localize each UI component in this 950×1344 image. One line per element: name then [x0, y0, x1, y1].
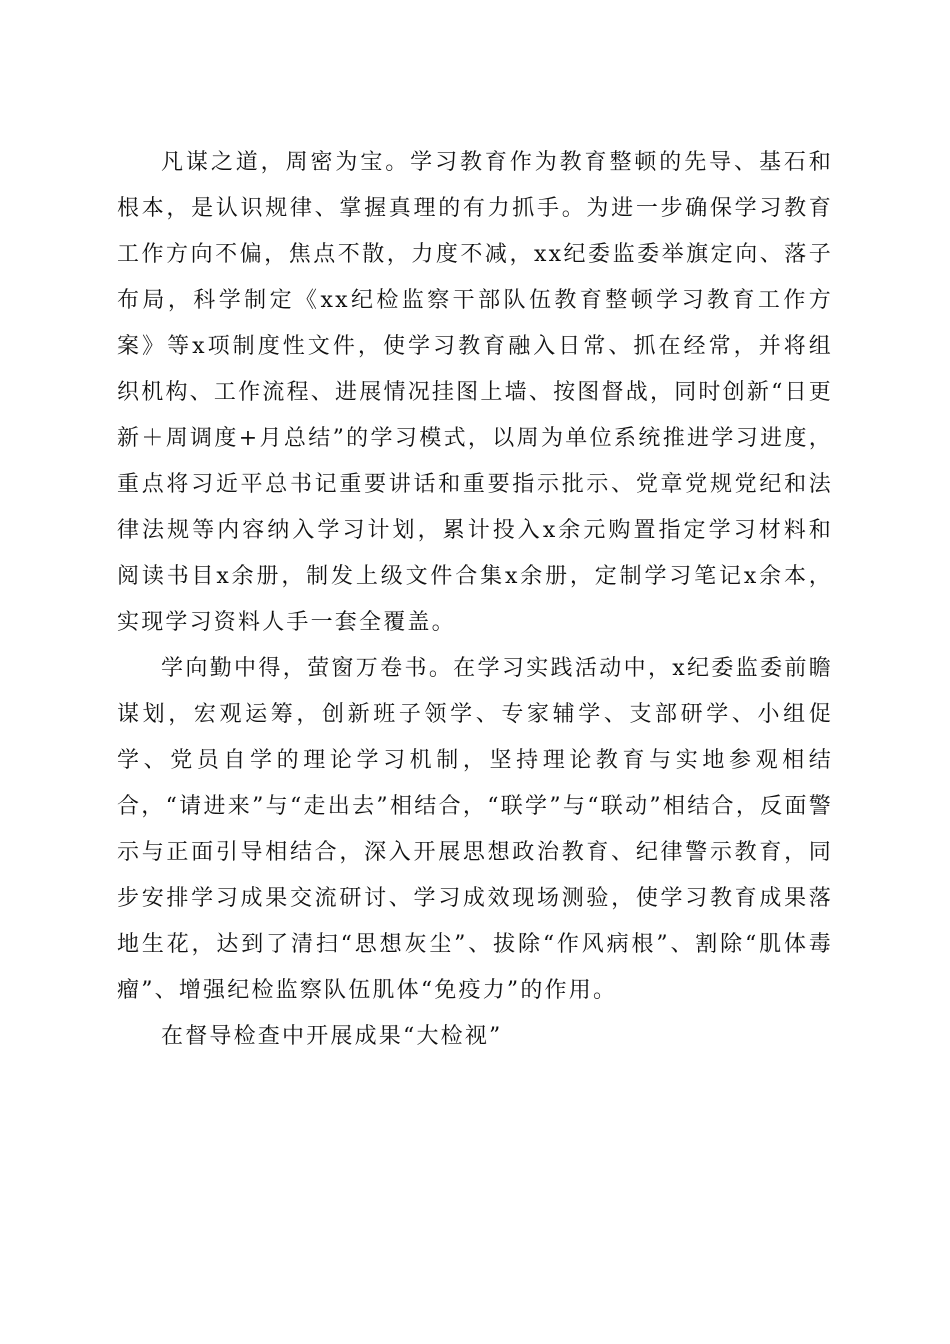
paragraph-inspection-heading: 在督导检查中开展成果“大检视” — [161, 1024, 503, 1049]
paragraph-planning: 凡谋之道，周密为宝。学习教育作为教育整顿的先导、基石和根本，是认识规律、掌握真理的有力抓手。为进一步确保学习教育工作方向不偏，焦点不散，力度不减，xx纪委监委举旗定向、落子布局，科学制定《xx纪检监察干部队伍教育整顿学习教育工作方案》等x项制度性文件，使学习教育融入日常、抓在经常，并将组织机构、工作流程、进展情况挂图上墙、按图督战，同时创新“日更新＋周调度+月总结”的学习模式，以周为单位系统推进学习进度，重点将习近平总书记重要讲话和重要指示批示、党章党规党纪和法律法规等内容纳入学习计划，累计投入x余元购置指定学习材料和阅读书目x余册，制发上级文件合集x余册，定制学习笔记x余本，实现学习资料人手一套全覆盖。 — [117, 150, 833, 635]
paragraph-learning-practice: 学向勤中得，萤窗万卷书。在学习实践活动中，x纪委监委前瞻谋划，宏观运筹，创新班子领学、专家辅学、支部研学、小组促学、党员自学的理论学习机制，坚持理论教育与实地参观相结合，“请进来”与“走出去”相结合，“联学”与“联动”相结合，反面警示与正面引导相结合，深入开展思想政治教育、纪律警示教育，同步安排学习成果交流研讨、学习成效现场测验，使学习教育成果落地生花，达到了清扫“思想灰尘”、拔除“作风病根”、割除“肌体毒瘤”、增强纪检监察队伍肌体“免疫力”的作用。 — [117, 656, 833, 1003]
document-page — [117, 140, 833, 1060]
